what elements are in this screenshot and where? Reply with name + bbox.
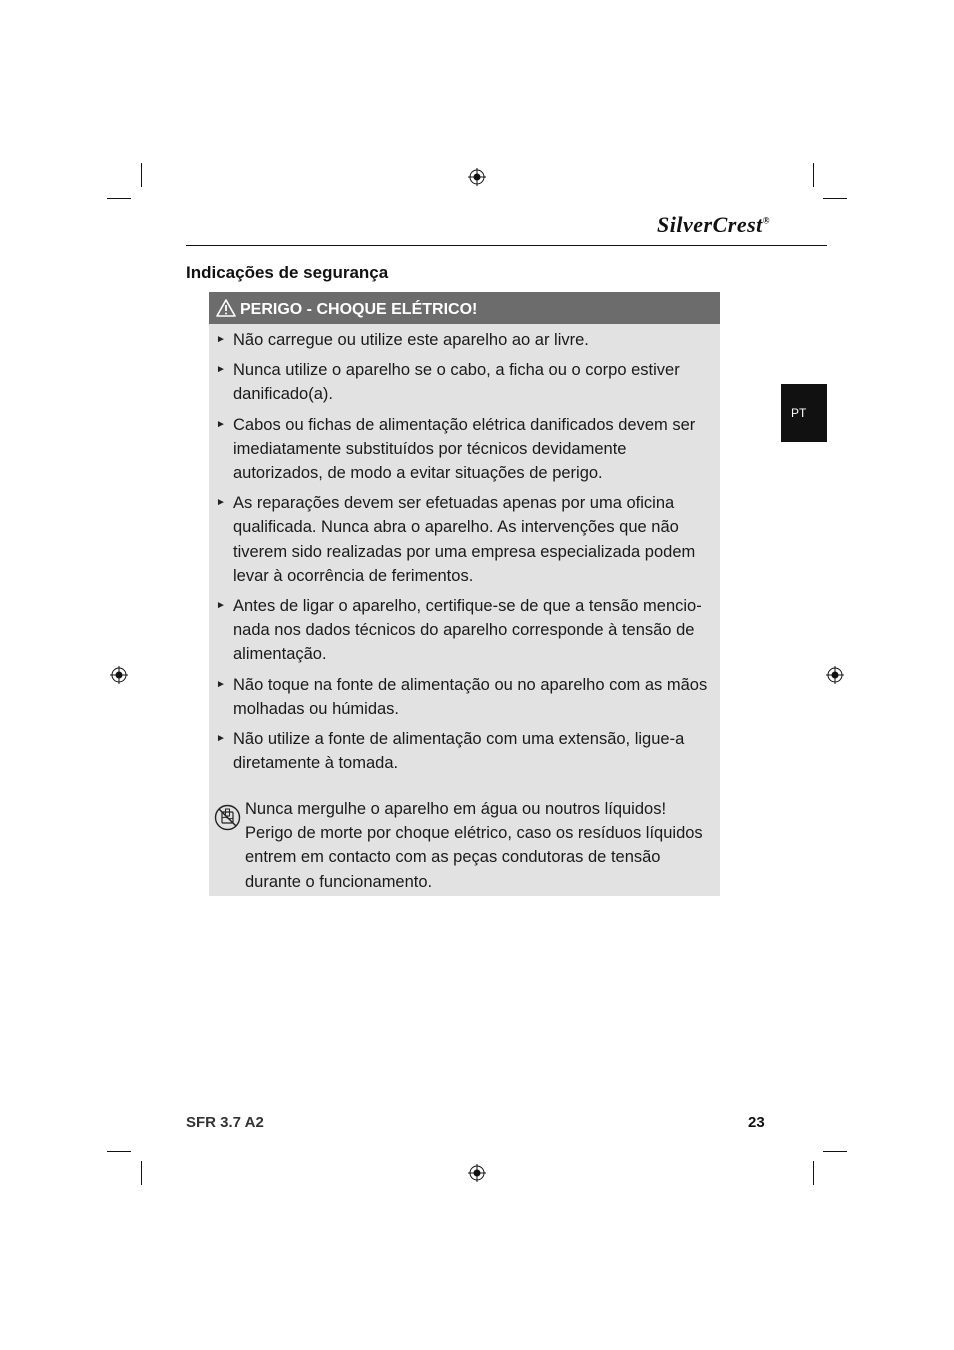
warning-box — [209, 292, 720, 896]
no-immersion-icon — [214, 804, 241, 831]
list-item-text: Antes de ligar o aparelho, certifique-se de que a tensão mencio-nada nos dados técnicos do aparelho corresponde à tensão de alimentação. — [233, 597, 702, 664]
registration-mark-icon — [826, 666, 844, 684]
list-item-text: Não toque na fonte de alimentação ou no aparelho com as mãos molhadas ou húmidas. — [233, 675, 708, 718]
immersion-note-text: Nunca mergulhe o aparelho em água ou noutros líquidos! Perigo de morte por choque elétrico, caso os resíduos líquidos entrem em contacto com as peças condutoras de tensão durante o funcionamento. — [245, 800, 703, 891]
warning-header — [209, 292, 720, 324]
right-arrow-bullet-icon: ► — [216, 678, 226, 690]
right-arrow-bullet-icon: ► — [216, 600, 226, 612]
page-number: 23 — [748, 1114, 765, 1131]
list-item — [209, 328, 720, 352]
language-tab-label: PT — [791, 406, 807, 420]
right-arrow-bullet-icon: ► — [216, 497, 226, 509]
right-arrow-bullet-icon: ► — [216, 733, 226, 745]
crop-mark — [823, 1151, 847, 1152]
crop-mark — [107, 198, 131, 199]
language-tab — [781, 384, 827, 442]
crop-mark — [813, 163, 814, 187]
section-title: Indicações de segurança — [186, 263, 389, 282]
list-item — [209, 413, 720, 486]
list-item — [209, 358, 720, 406]
list-item-text: As reparações devem ser efetuadas apenas por uma oficina qualificada. Nunca abra o aparelho. As intervenções que não tiverem sido realizadas por uma empresa especializada podem levar à ocorrência de ferimentos. — [233, 494, 696, 585]
list-item — [209, 673, 720, 721]
brand-logo — [620, 212, 770, 240]
list-item-text: Cabos ou fichas de alimentação elétrica danificados devem ser imediatamente substituídos por técnicos devidamente autorizados, de modo a evitar situações de perigo. — [233, 415, 696, 483]
list-item-text: Não carregue ou utilize este aparelho ao ar livre. — [233, 331, 589, 349]
list-item — [209, 594, 720, 667]
list-item-text: Nunca utilize o aparelho se o cabo, a ficha ou o corpo estiver danificado(a). — [233, 361, 680, 404]
header-rule — [186, 245, 827, 246]
brand-name: SilverCrest — [657, 212, 763, 237]
warning-title: PERIGO - CHOQUE ELÉTRICO! — [240, 301, 478, 318]
right-arrow-bullet-icon: ► — [216, 334, 226, 345]
warning-triangle-icon — [216, 299, 236, 317]
registration-mark-icon — [468, 1164, 486, 1182]
warning-list — [209, 328, 720, 781]
crop-mark — [107, 1151, 131, 1152]
crop-mark — [813, 1161, 814, 1185]
crop-mark — [141, 1161, 142, 1185]
crop-mark — [141, 163, 142, 187]
crop-mark — [823, 198, 847, 199]
brand-registered-mark: ® — [762, 215, 770, 226]
right-arrow-bullet-icon: ► — [216, 418, 226, 430]
registration-mark-icon — [468, 168, 486, 186]
list-item-text: Não utilize a fonte de alimentação com uma extensão, ligue-a diretamente à tomada. — [233, 730, 685, 773]
list-item — [209, 727, 720, 775]
registration-mark-icon — [110, 666, 128, 684]
right-arrow-bullet-icon: ► — [216, 364, 226, 376]
footer-model: SFR 3.7 A2 — [186, 1114, 264, 1131]
list-item — [209, 491, 720, 588]
